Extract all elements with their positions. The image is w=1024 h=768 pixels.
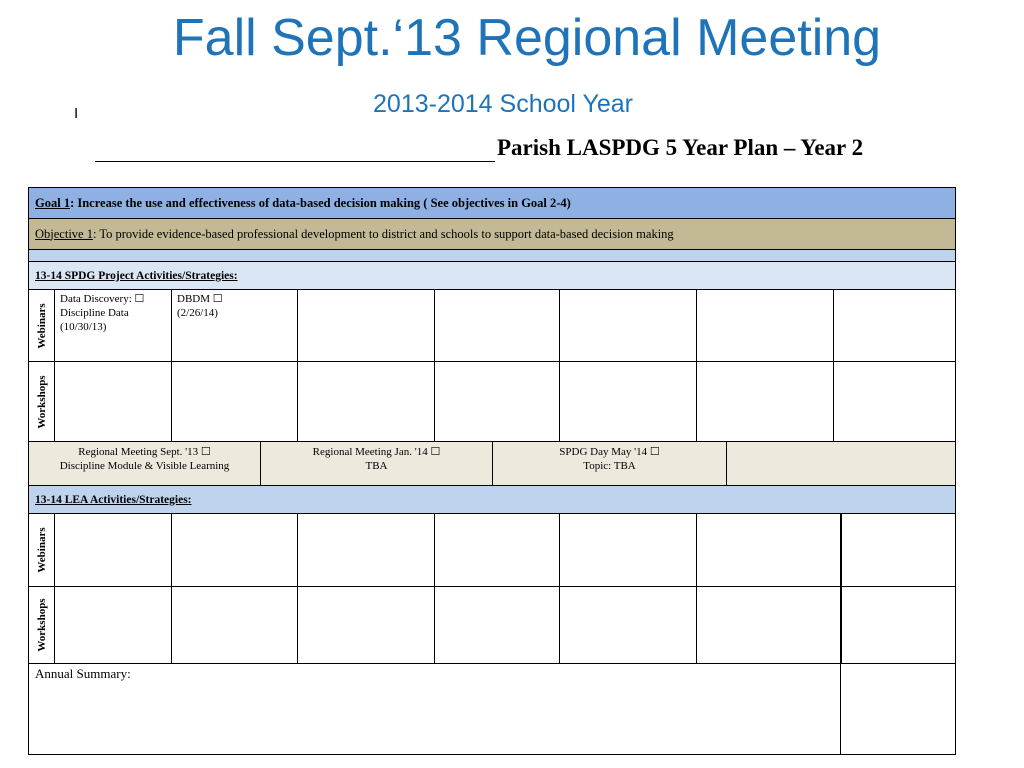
meeting-sept-13-topic: Discipline Module & Visible Learning [59,460,230,473]
lea-section-title: 13-14 LEA Activities/Strategies: [35,493,192,506]
plan-table [28,187,956,755]
meeting-jan-14-topic: TBA [365,460,388,473]
spdg-webinar-cell-2 [172,290,298,362]
meeting-jan-14 [261,442,493,486]
lea-webinar-cell-1 [55,514,172,587]
goal-row [29,188,956,219]
spdg-webinar-cell-7 [834,290,956,362]
lea-workshop-cell-5 [560,587,697,664]
spdg-webinar-cell-1-line-1: Data Discovery: ☐ [60,293,145,305]
spdg-webinar-cell-1-line-2: Discipline Data [60,306,129,319]
lea-workshops-label-text: Workshops [35,598,48,652]
webinars-row-label [29,290,55,362]
lea-section-row [29,486,956,514]
spdg-workshop-cell-5 [560,362,697,442]
spdg-workshop-cell-3 [298,362,435,442]
spdg-webinar-cell-5 [560,290,697,362]
spdg-day-may-14 [493,442,727,486]
lea-workshop-cell-6 [697,587,841,664]
spdg-webinar-cell-2-line-1: DBDM ☐ [177,293,223,305]
meetings-row [29,442,956,486]
spdg-webinar-cell-1-line-3: (10/30/13) [60,320,107,333]
goal-text: : Increase the use and effectiveness of data-based decision making ( See objectives in Goal 2-4) [70,195,571,210]
lea-webinar-cell-6 [697,514,841,587]
workshops-row-label [29,362,55,442]
spdg-webinar-cell-6 [697,290,834,362]
objective-text: : To provide evidence-based professional development to district and schools to support data-based decision making [92,226,674,241]
lea-workshops-row-label [29,587,55,664]
spdg-workshop-cell-2 [172,362,298,442]
page-title: Fall Sept.‘13 Regional Meeting [172,9,882,67]
webinars-label-text: Webinars [35,302,48,349]
meeting-jan-14-title: Regional Meeting Jan. '14 ☐ [312,446,441,458]
spdg-webinar-cell-3 [298,290,435,362]
lea-workshop-cell-1 [55,587,172,664]
annual-summary-label: Annual Summary: [35,666,131,681]
meeting-sept-13 [29,442,261,486]
parish-name-blank-line [95,161,495,162]
spdg-section-row [29,262,956,290]
lea-webinars-row-label [29,514,55,587]
lea-webinar-cell-4 [435,514,560,587]
spdg-workshop-cell-7 [834,362,956,442]
lea-workshop-cell-4 [435,587,560,664]
meeting-sept-13-title: Regional Meeting Sept. '13 ☐ [78,446,211,458]
spdg-section-title: 13-14 SPDG Project Activities/Strategies: [35,269,238,282]
objective-label: Objective 1 [35,226,93,241]
text-mark: I [74,105,79,122]
objective-row [29,219,956,250]
annual-summary-side-cell [841,664,956,755]
spdg-webinar-cell-4 [435,290,560,362]
spdg-workshop-cell-6 [697,362,834,442]
annual-summary-cell [29,664,841,755]
workshops-label-text: Workshops [35,374,48,429]
spdg-webinar-cell-1 [55,290,172,362]
lea-webinar-cell-2 [172,514,298,587]
spdg-workshop-cell-1 [55,362,172,442]
plan-heading: Parish LASPDG 5 Year Plan – Year 2 [497,135,864,160]
page-subtitle: 2013-2014 School Year [373,90,633,118]
lea-workshop-cell-3 [298,587,435,664]
lea-webinars-label-text: Webinars [35,527,48,573]
lea-webinar-cell-3 [298,514,435,587]
lea-workshop-cell-2 [172,587,298,664]
spdg-workshop-cell-4 [435,362,560,442]
spdg-webinar-cell-2-line-2: (2/26/14) [177,306,218,319]
goal-label: Goal 1 [35,195,71,210]
lea-webinar-cell-5 [560,514,697,587]
lea-webinar-cell-7 [841,514,956,587]
spdg-day-may-14-title: SPDG Day May '14 ☐ [559,446,660,458]
spacer-row [29,250,956,262]
meeting-empty-cell [727,442,956,486]
spdg-day-may-14-topic: Topic: TBA [583,460,636,473]
lea-workshop-cell-7 [841,587,956,664]
